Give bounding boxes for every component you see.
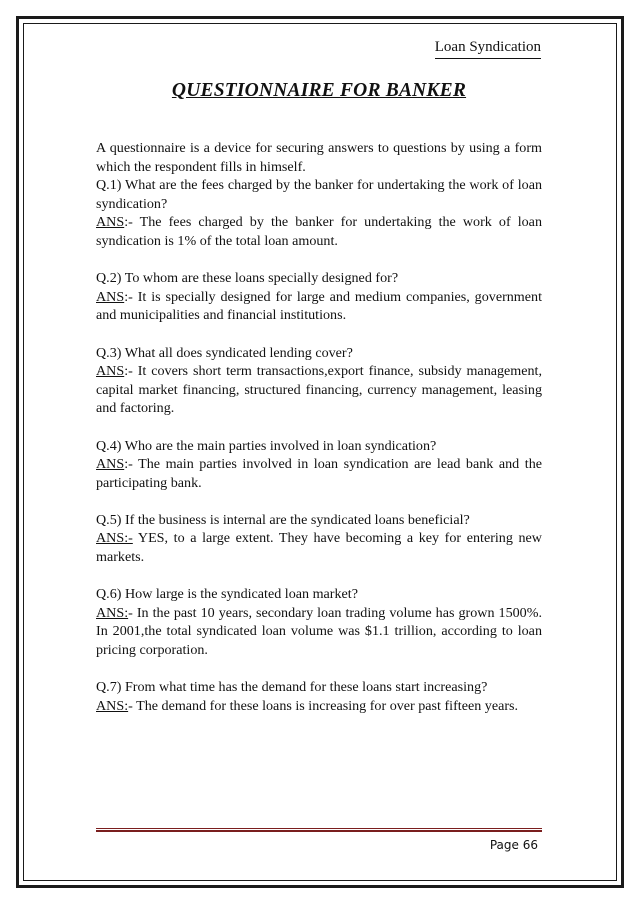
document-body: [96, 139, 542, 734]
answer: [96, 213, 542, 250]
answer-text: :- It covers short term transactions,export finance, subsidy management, capital market financing, structured financing, currency management, leasing and factoring.: [96, 363, 542, 417]
answer-label: ANS: [96, 456, 125, 473]
question: Q.4) Who are the main parties involved in loan syndication?: [96, 437, 437, 454]
answer-text: YES, to a large extent. They have becoming a key for entering new markets.: [96, 530, 542, 566]
question: Q.5) If the business is internal are the syndicated loans beneficial?: [96, 511, 470, 528]
qa-item-3: [96, 344, 542, 418]
answer: [96, 604, 542, 660]
question: Q.7) From what time has the demand for these loans start increasing?: [96, 679, 488, 696]
answer: [96, 697, 542, 716]
answer-label: ANS: [96, 363, 125, 380]
footer-rule: [96, 828, 542, 832]
running-header: Loan Syndication: [435, 38, 541, 59]
answer: [96, 362, 542, 418]
answer-label: ANS:-: [96, 530, 133, 547]
intro-paragraph: A questionnaire is a device for securing answers to questions by using a form which the respondent fills in himself.: [96, 140, 542, 175]
question: Q.2) To whom are these loans specially designed for?: [96, 270, 399, 287]
answer-label: ANS: [96, 288, 125, 305]
question: Q.6) How large is the syndicated loan market?: [96, 586, 358, 603]
answer-text: :- It is specially designed for large and medium companies, government and municipalities and financial institutions.: [96, 288, 542, 324]
qa-item-5: [96, 511, 542, 567]
qa-item-6: [96, 585, 542, 659]
answer-text: - In the past 10 years, secondary loan trading volume has grown 1500%. In 2001,the total syndicated loan volume was $1.1 trillion, according to loan pricing corporation.: [96, 604, 542, 659]
question: Q.1) What are the fees charged by the banker for undertaking the work of loan syndication?: [96, 177, 542, 212]
qa-item-2: [96, 269, 542, 325]
question: Q.3) What all does syndicated lending cover?: [96, 344, 353, 361]
answer-label: ANS:: [96, 697, 129, 714]
answer: [96, 529, 542, 566]
answer-label: ANS:: [96, 604, 129, 621]
qa-item-4: [96, 437, 542, 493]
answer-label: ANS: [96, 214, 125, 231]
answer-text: :- The fees charged by the banker for undertaking the work of loan syndication is 1% of the total loan amount.: [96, 214, 542, 249]
answer: [96, 288, 542, 325]
qa-item-7: [96, 678, 542, 715]
document-title: QUESTIONNAIRE FOR BANKER: [171, 80, 467, 101]
answer: [96, 455, 542, 492]
answer-text: - The demand for these loans is increasing for over past fifteen years.: [128, 697, 519, 714]
qa-item-1: [96, 176, 542, 250]
page-number: Page 66: [489, 838, 538, 852]
answer-text: :- The main parties involved in loan syndication are lead bank and the participating bank.: [96, 456, 542, 491]
